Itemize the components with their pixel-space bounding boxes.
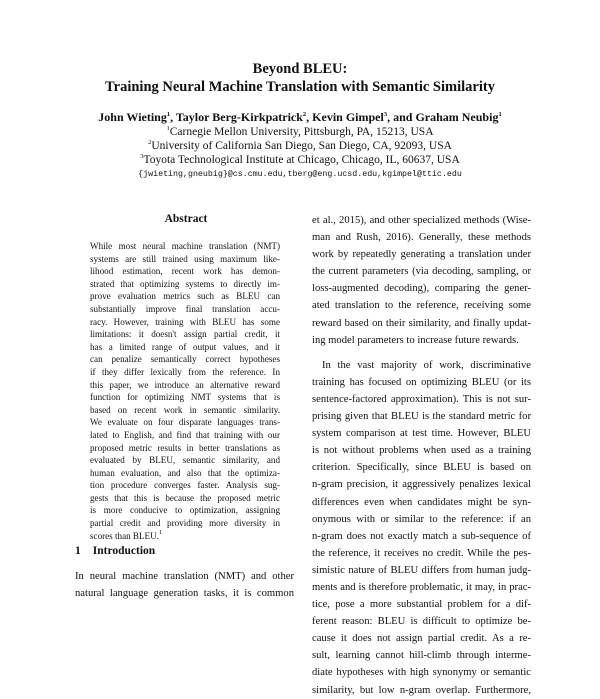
body-line: In neural machine translation (NMT) and other <box>75 571 294 582</box>
abstract-line: partial credit and providing more diversity in <box>90 518 280 529</box>
abstract-line: limitations: it doesn't assign partial credit, it <box>90 329 280 340</box>
body-line: ments and is therefore problematic, it may, in prac- <box>312 581 531 593</box>
affiliation-list <box>0 125 600 167</box>
title-line-1: Beyond BLEU: <box>252 61 348 77</box>
abstract-line: tion procedure converges faster. Analysis sug- <box>90 480 280 491</box>
affiliation <box>0 125 600 139</box>
body-line: work by repeatedly generating a translation under <box>312 249 531 261</box>
abstract-line: this paper, we introduce an alternative reward <box>90 379 280 390</box>
abstract-line: lihood estimation, recent work has demon- <box>90 266 280 277</box>
body-line: simistic nature of BLEU differs from human judg- <box>312 564 531 576</box>
body-line: et al., 2015), and other specialized methods (Wise- <box>312 215 531 226</box>
author-affiliation-mark: 2 <box>302 111 307 118</box>
abstract-line: human evaluation, and also that the optimiza- <box>90 467 280 478</box>
abstract-line: racy. However, training with BLEU has some <box>90 316 280 327</box>
body-line: man and Rush, 2016). Generally, these methods <box>312 232 531 244</box>
abstract-last-text: scores than BLEU. <box>90 530 159 541</box>
abstract-body <box>90 240 280 542</box>
abstract-line: substantially improve final translation accu- <box>90 303 280 314</box>
body-line: cause it does not assign partial credit. As a re- <box>312 633 531 645</box>
author-affiliation-mark: 1 <box>498 111 502 118</box>
abstract-heading: Abstract <box>164 213 208 225</box>
paragraph-gap <box>312 349 531 357</box>
body-line: n-gram does not exactly match a sub-sequence of <box>312 530 531 542</box>
author-emails: {jwieting,gneubig}@cs.cmu.edu,tberg@eng.ucsd.edu,kgimpel@ttic.edu <box>138 170 462 179</box>
abstract-line: proposed metric results in better translations as <box>90 442 280 453</box>
body-line: tice, pose a more substantial problem for a dif- <box>312 599 531 611</box>
body-line: sentence-factored approximation). This is not sur- <box>312 393 531 405</box>
body-line: In the vast majority of work, discriminative <box>322 359 531 371</box>
body-line: differences even when candidates might be syn- <box>312 496 531 508</box>
abstract-line: has a limited range of output values, and it <box>90 341 280 352</box>
author-name: John Wieting <box>98 110 167 124</box>
section-number: 1 <box>75 545 81 557</box>
right-column-text <box>312 212 531 699</box>
affiliation-mark: 1 <box>166 125 170 132</box>
abstract-line: if they differ lexically from the reference. In <box>90 366 280 377</box>
body-line: natural language generation tasks, it is common <box>75 588 294 599</box>
abstract-line: lated to English, and find that training with our <box>90 429 280 440</box>
abstract-line: While most neural machine translation (NMT) <box>90 241 280 251</box>
author-separator: , <box>170 110 176 124</box>
author-separator: , <box>306 110 313 124</box>
section-title: Introduction <box>92 545 156 557</box>
body-line: criterion. Specifically, since BLEU is based on <box>312 462 531 474</box>
author-affiliation-mark: 3 <box>383 111 388 118</box>
body-line: diate hypotheses with high synonymy or semantic <box>312 667 531 679</box>
affiliation-text: Toyota Technological Institute at Chicago, Chicago, IL, 60637, USA <box>143 154 460 166</box>
abstract-line: gests that this is because the proposed metric <box>90 492 280 503</box>
author-name: Kevin Gimpel <box>312 110 384 124</box>
body-line: prising given that BLEU is the standard metric for <box>312 411 531 423</box>
body-line: ferent reason: BLEU is difficult to optimize be- <box>312 616 531 628</box>
title-line-2: Training Neural Machine Translation with Semantic Similarity <box>105 79 495 95</box>
body-line: ated translation to the reference, receiving some <box>312 300 531 312</box>
paper-title <box>0 60 600 96</box>
body-line: similarity, but low n-gram overlap. Furthermore, <box>312 684 531 696</box>
author-name: Graham Neubig <box>415 110 499 124</box>
abstract-line: systems are still trained using maximum like- <box>90 253 280 264</box>
affiliation-text: Carnegie Mellon University, Pittsburgh, PA, 15213, USA <box>169 126 434 138</box>
abstract-line: is more conducive to optimization, assigning <box>90 505 280 516</box>
affiliation-mark: 2 <box>148 139 152 146</box>
section-heading-introduction <box>75 545 155 557</box>
abstract-line: prove evaluation metrics such as BLEU can <box>90 291 280 302</box>
abstract-line: We evaluate on four disparate languages trans- <box>90 417 280 428</box>
affiliation <box>0 153 600 167</box>
introduction-body <box>75 568 294 602</box>
abstract-line: evaluated by BLEU, semantic similarity, and <box>90 455 280 466</box>
abstract-line: function for optimizing NMT systems that is <box>90 392 280 403</box>
abstract-line: strated that optimizing systems to directly im- <box>90 278 280 289</box>
body-line: is not without problems when used as a training <box>312 445 531 457</box>
author-affiliation-mark: 1 <box>166 111 171 118</box>
body-line: onymous with or similar to the reference: if an <box>312 513 531 525</box>
affiliation <box>0 139 600 153</box>
body-line: system comparison at test time. However, BLEU <box>312 428 531 440</box>
body-line: n-gram precision, it aggressively penalizes lexical <box>312 479 531 491</box>
abstract-line <box>90 530 280 543</box>
author-list <box>0 110 600 125</box>
body-line: sult, learning cannot hill-climb through interme- <box>312 650 531 662</box>
body-line: loss-augmented decoding), comparing the gener- <box>312 283 531 295</box>
abstract-line: based on recent work in semantic similarity. <box>90 404 280 415</box>
author-separator: , and <box>387 110 416 124</box>
footnote-mark: 1 <box>158 528 163 536</box>
body-line: training has focused on optimizing BLEU (or its <box>312 376 531 388</box>
affiliation-text: University of California San Diego, San Diego, CA, 92093, USA <box>151 140 452 152</box>
abstract-line: can penalize semantically correct hypotheses <box>90 354 280 365</box>
affiliation-mark: 3 <box>140 153 144 160</box>
body-line: reward based on their similarity, and finally updat- <box>312 317 531 329</box>
body-line: the reference, it receives no credit. While the pes- <box>312 547 531 559</box>
body-line: the current parameters (via decoding, sampling, or <box>312 266 531 278</box>
author-name: Taylor Berg-Kirkpatrick <box>175 110 303 124</box>
body-line: ing model parameters to increase future rewards. <box>312 334 519 346</box>
